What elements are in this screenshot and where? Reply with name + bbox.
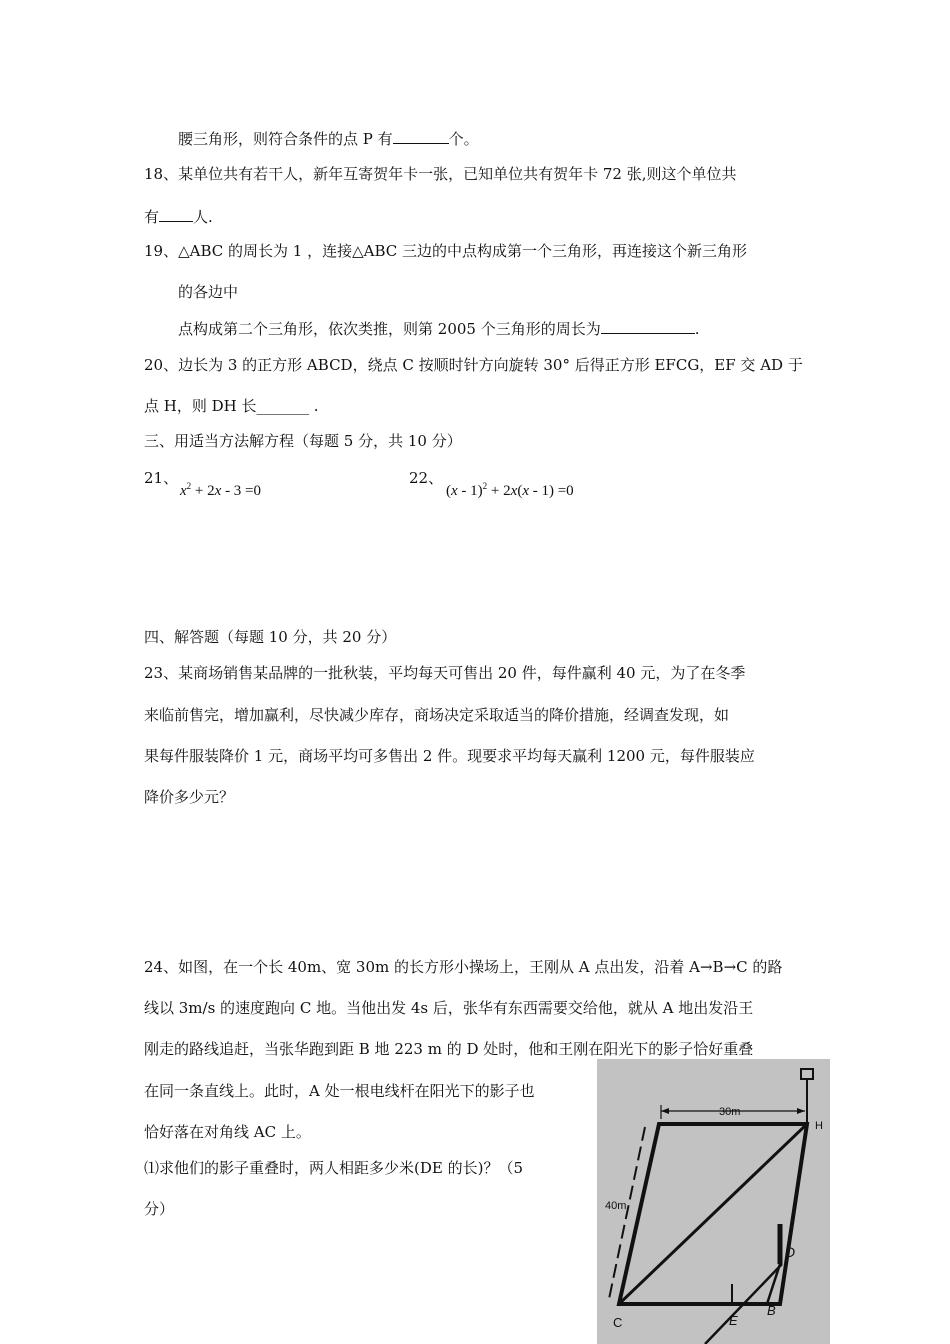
label-length: 40m <box>605 1200 627 1212</box>
q17-continuation <box>178 128 479 149</box>
q19-line1: 19、△ABC 的周长为 1 ，连接△ABC 三边的中点构成第一个三角形，再连接这个新三角形 <box>144 242 747 260</box>
diagonal-ac <box>619 1124 807 1304</box>
q24-figure <box>597 1059 830 1344</box>
q22-var-x1: x <box>451 483 458 499</box>
label-b: B <box>767 1303 776 1318</box>
q22-part3: + 2 <box>487 483 511 499</box>
q22-var-x3: x <box>522 483 529 499</box>
q22-part4: ( <box>517 483 523 499</box>
label-d: D <box>785 1244 796 1260</box>
label-c: C <box>613 1315 623 1330</box>
q22-paren: ( <box>446 483 451 499</box>
q19-answer-blank[interactable] <box>601 318 695 334</box>
q17-text-post: 个。 <box>448 130 479 148</box>
q20-line2: 点 H，则 DH 长_______ . <box>144 397 319 415</box>
q24-line3: 刚走的路线追赶，当张华跑到距 B 地 223 m 的 D 处时，他和王刚在阳光下的影子恰好重叠 <box>144 1040 754 1058</box>
q22-exponent: 2 <box>482 481 488 491</box>
section3-title: 三、用适当方法解方程（每题 5 分，共 10 分） <box>144 432 462 450</box>
q24-line4: 在同一条直线上。此时，A 处一根电线杆在阳光下的影子也 <box>144 1082 535 1100</box>
q21-term: + 2 <box>191 483 215 499</box>
q19-line2: 的各边中 <box>178 283 239 301</box>
q18-text-post: 人. <box>193 208 213 226</box>
q19-line3 <box>178 318 700 339</box>
q22-var-x2: x <box>510 483 518 499</box>
label-e: E <box>729 1313 738 1328</box>
q23-line3: 果每件服装降价 1 元，商场平均可多售出 2 件。现要求平均每天赢利 1200 元，每件服装应 <box>144 747 755 765</box>
q18-text-pre: 有 <box>144 208 160 226</box>
q24-line5: 恰好落在对角线 AC 上。 <box>144 1123 311 1141</box>
q24-line6: ⑴求他们的影子重叠时，两人相距多少米(DE 的长)？（5 <box>144 1159 523 1177</box>
q22-part2: - 1) <box>457 483 483 499</box>
q21-equation <box>180 481 261 500</box>
q19-text-pre: 点构成第二个三角形，依次类推，则第 2005 个三角形的周长为 <box>178 320 601 338</box>
section4-title: 四、解答题（每题 10 分，共 20 分） <box>144 628 397 646</box>
q18-line2 <box>144 206 213 227</box>
q24-line7: 分） <box>144 1200 175 1218</box>
q22-part5: - 1) =0 <box>528 483 574 499</box>
q21-label: 21、 <box>144 469 179 487</box>
q20-line1: 20、边长为 3 的正方形 ABCD，绕点 C 按顺时针方向旋转 30° 后得正方形 EFCG，EF 交 AD 于 <box>144 356 803 374</box>
q17-answer-blank[interactable] <box>393 128 449 144</box>
q24-line2: 线以 3m/s 的速度跑向 C 地。当他出发 4s 后，张华有东西需要交给他，就从 A 地出发沿王 <box>144 999 754 1017</box>
q18-line1: 18、某单位共有若干人，新年互寄贺年卡一张，已知单位共有贺年卡 72 张,则这个单位共 <box>144 165 737 183</box>
q24-line1: 24、如图，在一个长 40m、宽 30m 的长方形小操场上，王刚从 A 点出发，沿着 A→B→C 的路 <box>144 958 783 976</box>
q18-answer-blank[interactable] <box>159 206 193 222</box>
q21-var-x: x <box>180 483 187 499</box>
q21-rest: - 3 =0 <box>221 483 262 499</box>
q23-line1: 23、某商场销售某品牌的一批秋装，平均每天可售出 20 件，每件赢利 40 元，为了在冬季 <box>144 664 746 682</box>
q19-text-post: . <box>694 320 700 338</box>
q22-label: 22、 <box>409 469 444 487</box>
q21-exponent: 2 <box>186 481 192 491</box>
label-width: 30m <box>719 1106 741 1118</box>
q17-text-pre: 腰三角形，则符合条件的点 P 有 <box>178 130 393 148</box>
q22-equation <box>446 481 574 500</box>
q23-line2: 来临前售完，增加赢利，尽快减少库存，商场决定采取适当的降价措施，经调查发现，如 <box>144 706 730 724</box>
label-h: H <box>815 1120 823 1132</box>
q21-var-x2: x <box>214 483 222 499</box>
q23-line4: 降价多少元？ <box>144 788 235 806</box>
